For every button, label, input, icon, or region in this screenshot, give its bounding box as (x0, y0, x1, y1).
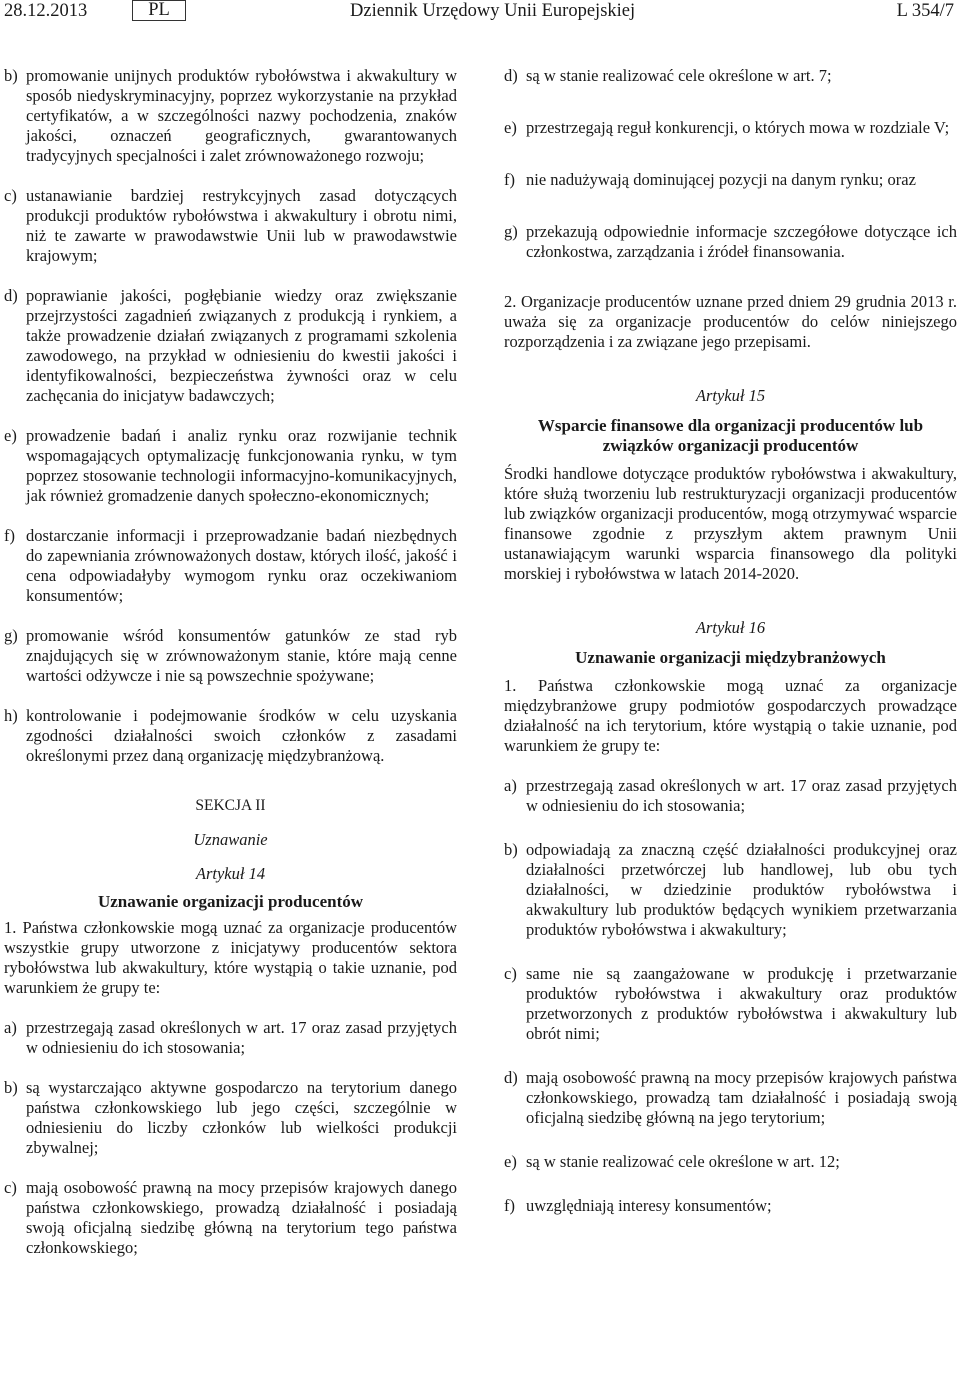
article-16-paragraph-1: 1. Państwa członkowskie mogą uznać za organizacje międzybranżowe grupy podmiotów gospodarczych prowadzące działalność na ich terytorium, które wystąpią o takie uznanie, pod warunkiem że grupy te: (504, 676, 957, 755)
list-item-label: a) (4, 1018, 17, 1037)
list-item-label: b) (504, 840, 518, 859)
page-number: L 354/7 (896, 1, 954, 21)
list-item-f (4, 526, 457, 606)
article-14-item-e (504, 118, 957, 138)
list-item-label: b) (4, 66, 18, 85)
list-item-b (4, 66, 457, 166)
list-item-c (4, 186, 457, 266)
list-item-label: g) (4, 626, 18, 645)
section-title: Uznawanie (193, 830, 268, 849)
article-15-label: Artykuł 15 (695, 386, 766, 405)
list-item-label: f) (4, 526, 15, 545)
list-item-label: f) (504, 170, 515, 189)
article-15-text: Środki handlowe dotyczące produktów rybołówstwa i akwakultury, które służą tworzeniu lub restrukturyzacji organizacji producentów lub związków organizacji producentów, mogą otrzymywać wsparcie finansowe zgodnie z przyszłym aktem prawnym Unii ustanawiającym warunki wsparcia finansowego dla polityki morskiej i rybołówstwa w latach 2014-2020. (504, 464, 957, 583)
section-label: SEKCJA II (195, 797, 266, 814)
list-item-text: są wystarczająco aktywne gospodarczo na terytorium danego państwa członkowskiego lub jego części, szczególnie w odniesieniu do liczby członków lub wielkości produkcji zbywalnej; (26, 1078, 457, 1157)
article-16-item-a (504, 776, 957, 816)
left-column (4, 66, 457, 1258)
list-item-label: c) (4, 1178, 17, 1197)
list-item-text: są w stanie realizować cele określone w art. 7; (526, 66, 832, 85)
article-14-item-b (4, 1078, 457, 1158)
list-item-e (4, 426, 457, 506)
list-item-text: promowanie unijnych produktów rybołówstwa i akwakultury w sposób niedyskryminacyjny, poprzez wykorzystanie na przykład certyfikatów, a w szczególności nazwy pochodzenia, znaków jakości, oznaczeń geograficznych, gwarantowanych tradycyjnych specjalności i zalet zrównoważonego rozwoju; (26, 66, 457, 165)
list-item-text: przestrzegają reguł konkurencji, o których mowa w rozdziale V; (526, 118, 950, 137)
list-item-text: przestrzegają zasad określonych w art. 17 oraz zasad przyjętych w odniesieniu do ich stosowania; (26, 1018, 457, 1057)
list-item-text: uwzględniają interesy konsumentów; (526, 1196, 772, 1215)
list-item-text: przekazują odpowiednie informacje szczegółowe dotyczące ich członkostwa, zarządzania i źródeł finansowania. (526, 222, 957, 261)
list-item-label: b) (4, 1078, 18, 1097)
list-item-text: mają osobowość prawną na mocy przepisów krajowych państwa członkowskiego, prowadzą tam działalność i posiadają swoją oficjalną siedzibę główną na jego terytorium; (526, 1068, 957, 1127)
list-item-text: nie nadużywają dominującej pozycji na danym rynku; oraz (526, 170, 916, 189)
list-item-label: d) (4, 286, 18, 305)
article-14-item-d (504, 66, 957, 86)
list-item-label: d) (504, 66, 518, 85)
list-item-label: e) (4, 426, 17, 445)
list-item-label: c) (504, 964, 517, 983)
list-item-d (4, 286, 457, 406)
list-item-text: same nie są zaangażowane w produkcję i przetwarzanie produktów rybołówstwa i akwakultury oraz produktów przetworzonych z produktów rybołówstwa i akwakultury lub obrót nimi; (526, 964, 957, 1043)
list-item-label: d) (504, 1068, 518, 1087)
article-14-label: Artykuł 14 (195, 864, 266, 883)
list-item-text: prowadzenie badań i analiz rynku oraz rozwijanie technik wspomagających optymalizację funkcjonowania rynku, w tym poprzez stosowanie technologii informacyjno-komunikacyjnych, jak również gromadzenie danych społeczno-ekonomicznych; (26, 426, 457, 505)
list-item-text: ustanawianie bardziej restrykcyjnych zasad dotyczących produkcji produktów rybołówstwa i akwakultury i obrotu nimi, niż te zawarte w prawodawstwie Unii lub w prawodawstwie krajowym; (26, 186, 457, 265)
list-item-text: mają osobowość prawną na mocy przepisów krajowych danego państwa członkowskiego, prowadzą działalność i posiadają swoją oficjalną siedzibę główną na terytorium tego państwa członkowskiego; (26, 1178, 457, 1257)
article-14-item-f (504, 170, 957, 190)
article-16-item-d (504, 1068, 957, 1128)
article-14-paragraph-2: 2. Organizacje producentów uznane przed dniem 29 grudnia 2013 r. uważa się za organizacje producentów do celów niniejszego rozporządzenia i za związane jego przepisami. (504, 292, 957, 351)
article-14-paragraph-1: 1. Państwa członkowskie mogą uznać za organizacje producentów wszystkie grupy utworzone z inicjatywy producentów sektora rybołówstwa lub akwakultury, które wystąpią o takie uznanie, pod warunkiem że grupy te: (4, 918, 457, 997)
article-16-item-f (504, 1196, 957, 1216)
list-item-label: e) (504, 118, 517, 137)
list-item-label: f) (504, 1196, 515, 1215)
article-14-item-c (4, 1178, 457, 1258)
list-item-g (4, 626, 457, 686)
article-16-label: Artykuł 16 (695, 618, 766, 637)
journal-title: Dziennik Urzędowy Unii Europejskiej (350, 1, 636, 21)
list-item-text: promowanie wśród konsumentów gatunków ze stad ryb znajdujących się w zrównoważonym stanie, które mają cenne wartości odżywcze i nie są powszechnie spożywane; (26, 626, 457, 685)
article-16-item-e (504, 1152, 957, 1172)
list-item-label: c) (4, 186, 17, 205)
list-item-text: odpowiadają za znaczną część działalności produkcyjnej oraz działalności przetwórczej lub handlowej, lub obu tych działalności, w dziedzinie produktów rybołówstwa i akwakultury lub produktów będących wynikiem przetwarzania produktów rybołówstwa i akwakultury; (526, 840, 957, 939)
article-16-item-c (504, 964, 957, 1044)
article-14-title: Uznawanie organizacji producentów (97, 892, 364, 911)
list-item-label: g) (504, 222, 518, 241)
list-item-label: h) (4, 706, 18, 725)
list-item-text: kontrolowanie i podejmowanie środków w celu uzyskania zgodności działalności swoich członków z zasadami określonymi przez daną organizację międzybranżową. (26, 706, 457, 765)
list-item-h (4, 706, 457, 766)
list-item-text: poprawianie jakości, pogłębianie wiedzy oraz zwiększanie przejrzystości zagadnień związanych z produkcją i rynkiem, a także prowadzenie działań związanych z programami szkolenia zawodowego, na przykład w odniesieniu do kwestii jakości i identyfikowalności, bezpieczeństwa żywności oraz w celu zachęcania do inicjatyw badawczych; (26, 286, 457, 405)
article-14-item-a (4, 1018, 457, 1058)
article-16-item-b (504, 840, 957, 940)
right-column (504, 66, 957, 1216)
publication-date: 28.12.2013 (4, 1, 88, 21)
list-item-text: są w stanie realizować cele określone w art. 12; (526, 1152, 840, 1171)
article-14-item-g (504, 222, 957, 262)
article-15-title: Wsparcie finansowe dla organizacji producentów lub związków organizacji producentów (537, 416, 924, 455)
page-header (0, 0, 960, 22)
article-16-title: Uznawanie organizacji międzybranżowych (575, 648, 886, 667)
list-item-text: dostarczanie informacji i przeprowadzanie badań niezbędnych do zapewniania zrównoważonych dostaw, których ilość, jakość i cena odpowiadałyby wymogom rynku oraz oczekiwaniom konsumentów; (26, 526, 457, 605)
language-badge: PL (132, 0, 186, 21)
list-item-label: e) (504, 1152, 517, 1171)
list-item-text: przestrzegają zasad określonych w art. 17 oraz zasad przyjętych w odniesieniu do ich stosowania; (526, 776, 957, 815)
list-item-label: a) (504, 776, 517, 795)
